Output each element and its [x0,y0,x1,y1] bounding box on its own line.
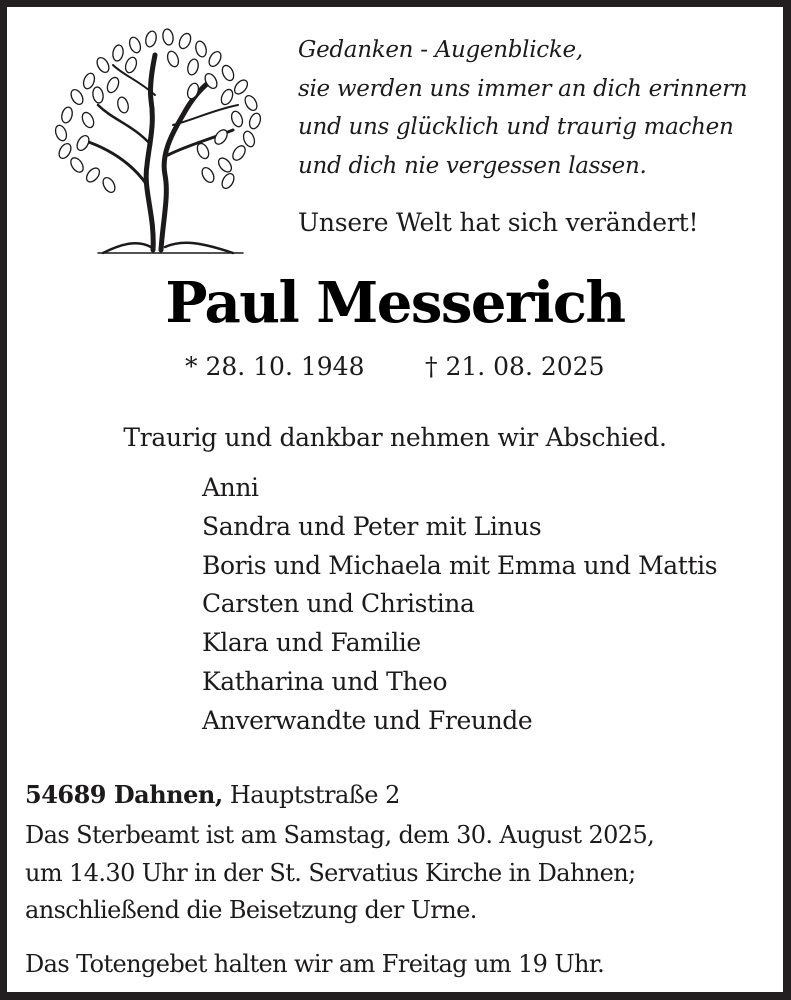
world-changed-line: Unsere Welt hat sich verändert! [298,208,699,237]
address-street: Hauptstraße 2 [222,781,400,809]
deceased-name: Paul Messerich [165,270,625,336]
service-line: um 14.30 Uhr in der St. Servatius Kirche in Dahnen; [25,858,636,887]
life-dates [7,347,783,387]
service-details [25,817,654,930]
poem-line: sie werden uns immer an dich erinnern [298,75,748,102]
mourner-item: Anverwandte und Freunde [202,705,533,735]
poem-line: Gedanken - Augenblicke, [298,37,583,63]
mourner-item: Katharina und Theo [202,666,448,696]
farewell-line: Traurig und dankbar nehmen wir Abschied. [123,423,667,452]
mourner-item: Sandra und Peter mit Linus [202,511,542,541]
service-line: Das Sterbeamt ist am Samstag, dem 30. August 2025, [25,821,655,849]
service-line: anschließend die Beisetzung der Urne. [25,896,477,924]
birth-date: * 28. 10. 1948 [185,352,365,381]
mourner-item: Boris und Michaela mit Emma und Mattis [202,550,718,580]
prayer-notice: Das Totengebet halten wir am Freitag um 19 Uhr. [25,950,605,978]
tree-icon [43,25,267,257]
poem-line: und uns glücklich und traurig machen [298,114,734,140]
address-place: 54689 Dahnen, [25,780,223,809]
mourner-item: Anni [202,473,259,502]
poem-verse [298,31,747,185]
mourner-item: Carsten und Christina [202,589,475,619]
death-date: † 21. 08. 2025 [425,352,605,381]
mourner-item: Klara und Familie [202,628,421,658]
obituary-notice [7,7,783,992]
mourners-list [202,469,717,741]
address [25,775,400,815]
poem-line: und dich nie vergessen lassen. [298,152,647,179]
